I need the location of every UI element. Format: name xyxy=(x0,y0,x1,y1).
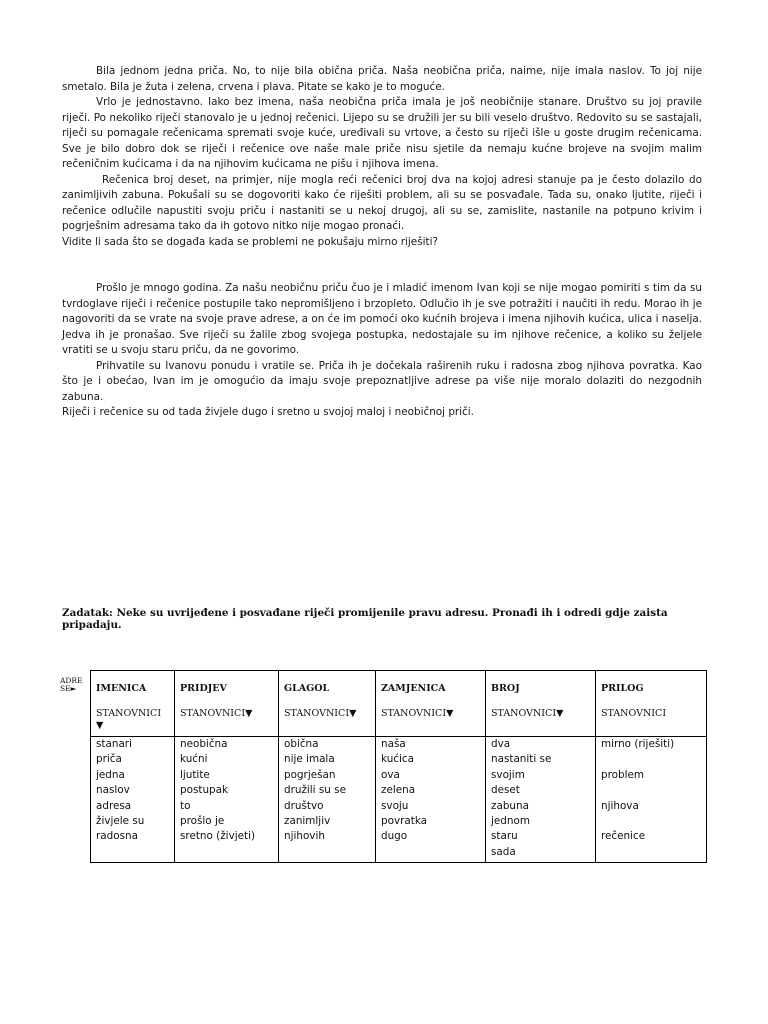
table-word: njihovih xyxy=(284,830,325,843)
table-word: postupak xyxy=(180,784,229,797)
column-header-pridjev: PRIDJEV xyxy=(175,671,279,704)
table-word: radosna xyxy=(96,830,138,843)
subheader-label: STANOVNICI xyxy=(96,707,162,719)
table-word: to xyxy=(180,799,191,812)
table-word: jednom xyxy=(491,815,530,828)
column-header-glagol: GLAGOL xyxy=(279,671,376,704)
column-subheader-glagol: STANOVNICI▼ xyxy=(279,704,376,737)
words-glagol xyxy=(279,737,376,863)
address-label xyxy=(60,677,84,693)
table-word: zanimljiv xyxy=(284,815,331,828)
table-word xyxy=(601,752,701,767)
paragraph-gap xyxy=(62,250,702,281)
table-word: naša xyxy=(381,738,406,750)
words-imenica xyxy=(91,737,175,863)
word-address-table xyxy=(90,670,707,863)
column-header-prilog: PRILOG xyxy=(596,671,707,704)
words-zamjenica xyxy=(376,737,486,863)
story-paragraph-3: Rečenica broj deset, na primjer, nije mogla reći rečenici broj dva na kojoj adresi stanuje pa je često dolazilo do zanimljivih zabuna. Pokušali su se dogovoriti kako će riješiti problem, ali su se posvađale. Tada su, onako ljutite, riječi i rečenice odlučile napustiti svoju priču i nastaniti se u nekoj drugoj, ali su se, zamislite, nastanile na potpuno krivim i pogrješnim adresama tako da ih gotovo nitko nije mogao pronaći. xyxy=(62,173,702,232)
table-word: obična xyxy=(284,738,319,750)
down-arrow-icon: ▼ xyxy=(96,719,104,731)
story-paragraph-2: Vrlo je jednostavno. Iako bez imena, naša neobična priča imala je još neobičnije stanare. Društvo su joj pravile riječi. Po nekoliko riječi stanovalo je u jednoj rečenici. Lijepo su se družili jer su bili veselo društvo. Redovito su se sastajali, riječi su pomagale rečenicama spremati svoje kuće, uređivali su vrtove, a često su riječi išle u goste drugim rečenicama. Sve je bilo dobro dok se riječi i rečenice ove naše male priče nisu sjetile da nemaju kućne brojeve na svojim malim rečeničnim kućicama i da na njihovim kućicama ne pišu i njihova imena. xyxy=(62,96,702,170)
table-word xyxy=(601,783,701,798)
words-broj xyxy=(486,737,596,863)
column-subheader-broj: STANOVNICI▼ xyxy=(486,704,596,737)
table-word: priča xyxy=(96,753,122,766)
table-word: rečenice xyxy=(601,830,646,843)
table-word: svojim xyxy=(491,768,525,781)
table-word: pogrješan xyxy=(284,768,336,781)
table-word: svoju xyxy=(381,799,409,812)
table-word xyxy=(601,814,701,829)
table-word: nije imala xyxy=(284,753,335,766)
story-paragraph-7: Riječi i rečenice su od tada živjele dugo i sretno u svojoj maloj i neobičnoj priči. xyxy=(62,406,474,418)
table-header-row xyxy=(91,671,707,704)
table-word: adresa xyxy=(96,799,132,812)
table-word: neobična xyxy=(180,738,228,750)
table-word: dugo xyxy=(381,830,408,843)
table-words-row xyxy=(91,737,707,863)
column-header-broj: BROJ xyxy=(486,671,596,704)
column-subheader-prilog: STANOVNICI xyxy=(596,704,707,737)
story-text xyxy=(62,64,702,421)
table-word: ova xyxy=(381,768,400,781)
table-word: povratka xyxy=(381,815,428,828)
table-subheader-row xyxy=(91,704,707,737)
address-label-line-1: ADRE xyxy=(60,676,83,685)
table-word: problem xyxy=(601,768,644,781)
table-word: zabuna xyxy=(491,799,529,812)
story-paragraph-6: Prihvatile su Ivanovu ponudu i vratile se. Priča ih je dočekala raširenih ruku i radosna zbog njihova povratka. Kao što je i obećao, Ivan im je omogućio da imaju svoje prepoznatljive adrese pa više nije moralo dolaziti do nezgodnih zabuna. xyxy=(62,359,702,403)
words-prilog xyxy=(596,737,707,863)
column-subheader-pridjev: STANOVNICI▼ xyxy=(175,704,279,737)
column-header-zamjenica: ZAMJENICA xyxy=(376,671,486,704)
address-label-line-2: SE► xyxy=(60,684,77,693)
table-word: sretno (živjeti) xyxy=(180,830,256,843)
story-paragraph-1: Bila jednom jedna priča. No, to nije bila obična priča. Naša neobična priča, naime, nije imala naslov. To joj nije smetalo. Bila je žuta i zelena, crvena i plava. Pitate se kako je to moguće. xyxy=(62,65,702,93)
table-word: kućni xyxy=(180,753,208,766)
story-paragraph-5: Prošlo je mnogo godina. Za našu neobičnu priču čuo je i mladić imenom Ivan koji se nije mogao pomiriti s tim da su tvrdoglave riječi i rečenice postupile tako nepromišljeno i brzopleto. Odlučio ih je sve potražiti i naučiti ih redu. Morao ih je nagovoriti da se vrate na svoje prave adrese, a on će im pomoći oko kućnih brojeva i imena njihovih kućica, ulica i naselja. Jedva ih je pronašao. Sve riječi su žalile zbog svojega postupka, nedostajale su im njihove rečenice, a koliko su željele vratiti se u svoju staru priču, da ne govorimo. xyxy=(62,282,702,356)
words-pridjev xyxy=(175,737,279,863)
column-header-imenica: IMENICA xyxy=(91,671,175,704)
table-word: prošlo je xyxy=(180,815,225,828)
table-word: sada xyxy=(491,845,516,858)
table-word: naslov xyxy=(96,784,130,797)
table-word: jedna xyxy=(96,768,125,781)
table-word: ljutite xyxy=(180,768,210,781)
column-subheader-zamjenica: STANOVNICI▼ xyxy=(376,704,486,737)
table-word: deset xyxy=(491,784,520,797)
table-word: dva xyxy=(491,738,511,750)
table-word: družili su se xyxy=(284,784,346,797)
story-paragraph-4: Vidite li sada što se događa kada se problemi ne pokušaju mirno riješiti? xyxy=(62,235,438,248)
table-word: živjele su xyxy=(96,815,145,828)
table-word: društvo xyxy=(284,799,324,812)
table-word: staru xyxy=(491,830,518,843)
table-word: mirno (riješiti) xyxy=(601,738,675,750)
table-word: kućica xyxy=(381,753,414,766)
task-instruction: Zadatak: Neke su uvrijeđene i posvađane riječi promijenile pravu adresu. Pronađi ih i odredi gdje zaista pripadaju. xyxy=(62,607,668,631)
table-word: stanari xyxy=(96,738,132,750)
table-word: zelena xyxy=(381,784,416,797)
table-word: njihova xyxy=(601,799,639,812)
table-word: nastaniti se xyxy=(491,753,552,766)
column-subheader-imenica xyxy=(91,704,175,737)
